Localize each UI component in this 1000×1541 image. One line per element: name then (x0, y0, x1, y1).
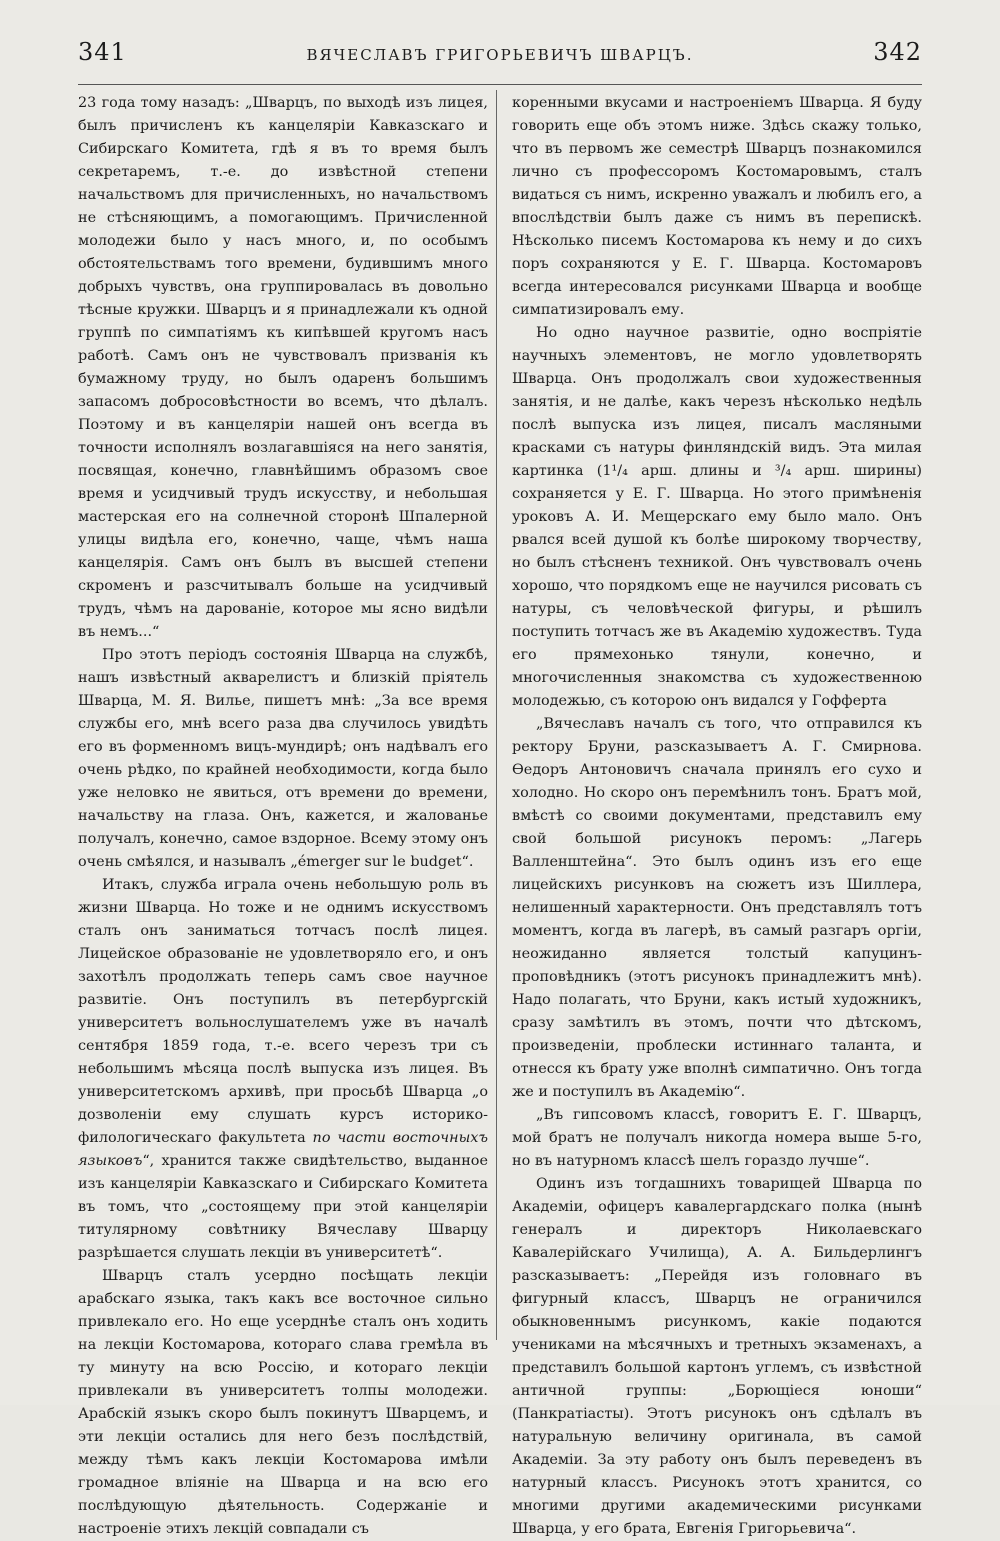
left-column (78, 92, 489, 1537)
text-run: Итакъ, служба играла очень небольшую роль въ жизни Шварца. Но тоже и не однимъ искусствомъ сталъ онъ заниматься тотчасъ послѣ лицея. Лицейское образованіе не удовлетворяло его, и онъ захотѣлъ продолжать теперь самъ свое научное развитіе. Онъ поступилъ въ петербургскій университетъ вольнослушателемъ уже въ началѣ сентября 1859 года, т.-е. всего черезъ три съ небольшимъ мѣсяца послѣ выпуска изъ лицея. Въ университетскомъ архивѣ, при просьбѣ Шварца „о дозволеніи ему слушать курсъ историко-филологическаго факультета (78, 877, 488, 1146)
paragraph (78, 874, 488, 1265)
text-run: “, хранится также свидѣтельство, выданное изъ канцеляріи Кавказскаго и Сибирскаго Комитета въ томъ, что „состоящему при этой канцеляріи титулярному совѣтнику Вячеславу Шварцу разрѣшается слушать лекціи въ университетѣ“. (78, 1153, 488, 1261)
paragraph: Шварцъ сталъ усердно посѣщать лекціи арабскаго языка, такъ какъ все восточное сильно привлекало его. Но еще усерднѣе сталъ онъ ходить на лекціи Костомарова, котораго слава гремѣла въ ту минуту на всю Россію, и котораго лекціи привлекали въ университетъ толпы молодежи. Арабскій языкъ скоро былъ покинутъ Шварцемъ, и эти лекціи остались для него безъ послѣдствій, между тѣмъ какъ лекціи Костомарова имѣли громадное вліяніе на Шварца и на всю его послѣдующую дѣятельность. Содержаніе и настроеніе этихъ лекцій совпадали съ (78, 1268, 488, 1537)
paragraph: 23 года тому назадъ: „Шварцъ, по выходѣ изъ лицея, былъ причисленъ къ канцеляріи Кавказскаго и Сибирскаго Комитета, гдѣ я въ то время былъ секретаремъ, т.-е. до извѣстной степени начальствомъ для причисленныхъ, но начальствомъ не стѣсняющимъ, а помогающимъ. Причисленной молодежи было у насъ много, и, по особымъ обстоятельствамъ того времени, будившимъ много добрыхъ чувствъ, она группировалась въ довольно тѣсные кружки. Шварцъ и я принадлежали къ одной группѣ по симпатіямъ къ кипѣвшей кругомъ насъ работѣ. Самъ онъ не чувствовалъ призванія къ бумажному труду, но былъ одаренъ большимъ запасомъ добросовѣстности во всемъ, что дѣлалъ. Поэтому и въ канцеляріи нашей онъ всегда въ точности исполнялъ возлагавшіяся на него занятія, посвящая, конечно, главнѣйшимъ образомъ свое время и усидчивый трудъ искусству, и небольшая мастерская его на солнечной сторонѣ Шпалерной улицы видѣла его, конечно, чаще, чѣмъ наша канцелярія. Самъ онъ былъ въ высшей степени скроменъ и разсчитывалъ больше на усидчивый трудъ, чѣмъ на дарованіе, которое мы ясно видѣли въ немъ...“ (78, 95, 488, 640)
page-header (78, 38, 922, 68)
column-divider (496, 90, 497, 1340)
paragraph: Про этотъ періодъ состоянія Шварца на службѣ, нашъ извѣстный акварелистъ и близкій пріятель Шварца, М. Я. Вилье, пишетъ мнѣ: „За все время службы его, мнѣ всего раза два случилось увидѣть его въ форменномъ вицъ-мундирѣ; онъ надѣвалъ его очень рѣдко, по крайней необходимости, когда было уже неловко не явиться, отъ времени до времени, начальству на глаза. Онъ, кажется, и жалованье получалъ, конечно, самое вздорное. Всему этому онъ очень смѣялся, и называлъ „émerger sur le budget“. (78, 647, 488, 870)
paragraph: „Вячеславъ началъ съ того, что отправился къ ректору Бруни, разсказываетъ А. Г. Смирнова. Ѳедоръ Антоновичъ сначала принялъ его сухо и холодно. Но скоро онъ перемѣнилъ тонъ. Братъ мой, вмѣстѣ со своими документами, представилъ ему свой большой рисунокъ перомъ: „Лагерь Валленштейна“. Это былъ одинъ изъ его еще лицейскихъ рисунковъ на сюжетъ изъ Шиллера, нелишенный характерности. Онъ представлялъ тотъ моментъ, когда въ лагерѣ, въ самый разгаръ оргіи, неожиданно является толстый капуцинъ-проповѣдникъ (этотъ рисунокъ принадлежитъ мнѣ). Надо полагать, что Бруни, какъ истый художникъ, сразу замѣтилъ въ этомъ, почти что дѣтскомъ, произведеніи, проблески истиннаго таланта, и отнесся къ брату уже вполнѣ симпатично. Онъ тогда же и поступилъ въ Академію“. (512, 716, 922, 1100)
italic-phrase: по части восточныхъ языковъ (78, 1130, 489, 1169)
header-rule (78, 84, 922, 85)
page-number-left: 341 (78, 38, 127, 66)
running-title: ВЯЧЕСЛАВЪ ГРИГОРЬЕВИЧЪ ШВАРЦЪ. (306, 46, 694, 64)
paragraph: „Въ гипсовомъ классѣ, говоритъ Е. Г. Шварцъ, мой братъ не получалъ никогда номера выше 5-го, но въ натурномъ классѣ шелъ гораздо лучше“. (512, 1107, 922, 1169)
page-number-right: 342 (873, 38, 922, 66)
paragraph: Но одно научное развитіе, одно воспріятіе научныхъ элементовъ, не могло удовлетворять Шварца. Онъ продолжалъ свои художественныя занятія, и не далѣе, какъ черезъ нѣсколько недѣль послѣ выпуска изъ лицея, писалъ масляными красками съ натуры финляндскій видъ. Эта милая картинка (1¹/₄ арш. длины и ³/₄ арш. ширины) сохраняется у Е. Г. Шварца. Но этого примѣненія уроковъ А. И. Мещерскаго ему было мало. Онъ рвался всей душой къ болѣе широкому творчеству, но былъ стѣсненъ техникой. Онъ чувствовалъ очень хорошо, что порядкомъ еще не научился рисовать съ натуры, съ человѣческой фигуры, и рѣшилъ поступить тотчасъ же въ Академію художествъ. Туда его прямехонько тянули, конечно, и многочисленныя знакомства съ художественною молодежью, съ которою онъ видался у Гофферта (512, 325, 922, 709)
paragraph: коренными вкусами и настроеніемъ Шварца. Я буду говорить еще объ этомъ ниже. Здѣсь скажу только, что въ первомъ же семестрѣ Шварцъ познакомился лично съ профессоромъ Костомаровымъ, сталъ видаться съ нимъ, искренно уважалъ и любилъ его, а впослѣдствіи былъ даже съ нимъ въ перепискѣ. Нѣсколько писемъ Костомарова къ нему и до сихъ поръ сохраняются у Е. Г. Шварца. Костомаровъ всегда интересовался рисунками Шварца и вообще симпатизировалъ ему. (512, 95, 922, 318)
right-column (512, 92, 922, 1537)
paragraph: Одинъ изъ тогдашнихъ товарищей Шварца по Академіи, офицеръ кавалергардскаго полка (нынѣ генералъ и директоръ Николаевскаго Кавалерійскаго Училища), А. А. Бильдерлингъ разсказываетъ: „Перейдя изъ головнаго въ фигурный классъ, Шварцъ не ограничился обыкновеннымъ рисункомъ, какіе подаются учениками на мѣсячныхъ и третныхъ экзаменахъ, а представилъ большой картонъ углемъ, съ извѣстной античной группы: „Борющіеся юноши“ (Панкратіасты). Этотъ рисунокъ онъ сдѣлалъ въ натуральную величину оригинала, въ самой Академіи. За эту работу онъ былъ переведенъ въ натурный классъ. Рисунокъ этотъ хранится, со многими другими академическими рисунками Шварца, у его брата, Евгенія Григорьевича“. (512, 1176, 922, 1537)
